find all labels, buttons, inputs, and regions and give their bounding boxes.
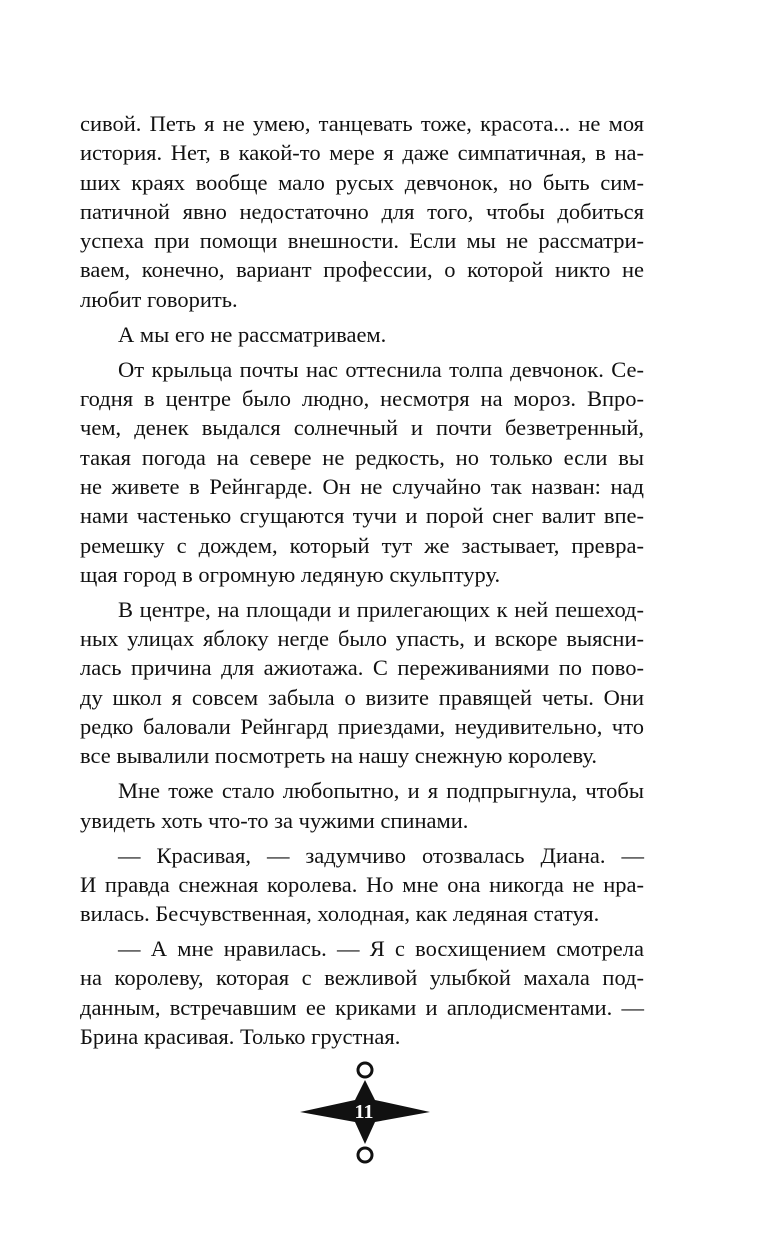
text-line: И правда снежная королева. Но мне она никогда не нра-	[80, 871, 644, 897]
text-line: ших краях вообще мало русых девчонок, но быть сим-	[80, 169, 644, 195]
text-line: В центре, на площади и прилегающих к ней пешеход-	[118, 596, 644, 622]
page-number: 11	[354, 1101, 374, 1123]
text-line: на королеву, которая с вежливой улыбкой махала под-	[80, 965, 644, 991]
paragraph	[80, 841, 644, 929]
paragraph	[80, 595, 644, 771]
text-line: чем, денек выдался солнечный и почти безветренный,	[80, 415, 644, 441]
text-line: ных улицах яблоку негде было упасть, и вскоре выясни-	[80, 626, 644, 652]
paragraph	[80, 776, 644, 835]
text-line: патичной явно недостаточно для того, чтобы добиться	[80, 198, 644, 224]
text-line: ду школ я совсем забыла о визите правящей четы. Они	[80, 684, 644, 710]
paragraph	[80, 109, 644, 314]
paragraph	[80, 320, 644, 349]
text-line: годня в центре было людно, несмотря на мороз. Впро-	[80, 386, 644, 412]
text-line: любит говорить.	[80, 286, 238, 312]
text-line: Брина красивая. Только грустная.	[80, 1024, 401, 1050]
ornament-top-ring	[358, 1063, 372, 1077]
text-line: увидеть хоть что-то за чужими спинами.	[80, 807, 469, 833]
text-line: А мы его не рассматриваем.	[118, 321, 387, 347]
text-line: Мне тоже стало любопытно, и я подпрыгнула, чтобы	[118, 778, 644, 804]
text-line: сивой. Петь я не умею, танцевать тоже, красота... не моя	[80, 111, 644, 136]
text-line: ремешку с дождем, который тут же застывает, превра-	[80, 532, 644, 558]
text-line: ваем, конечно, вариант профессии, о которой никто не	[80, 257, 644, 283]
paragraph	[80, 934, 644, 1051]
text-line: щая город в огромную ледяную скульптуру.	[80, 561, 501, 587]
paragraph	[80, 355, 644, 589]
text-line: лась причина для ажиотажа. С переживаниями по пово-	[80, 655, 644, 681]
text-line: все вывалили посмотреть на нашу снежную королеву.	[80, 743, 597, 769]
page-text	[80, 109, 644, 1051]
text-line: успеха при помощи внешности. Если мы не рассматри-	[80, 228, 644, 254]
text-line: редко баловали Рейнгард приездами, неудивительно, что	[80, 714, 644, 739]
text-line: нами частенько сгущаются тучи и порой снег валит впе-	[80, 503, 644, 529]
text-line: — Красивая, — задумчиво отозвалась Диана. —	[118, 842, 644, 868]
text-line: такая погода на севере не редкость, но только если вы	[80, 444, 644, 470]
text-line: история. Нет, в какой-то мере я даже симпатичная, в на-	[80, 140, 644, 166]
ornament-bottom-ring	[358, 1148, 372, 1162]
text-line: данным, встречавшим ее криками и аплодисментами. —	[80, 994, 644, 1020]
text-line: не живете в Рейнгарде. Он не случайно так назван: над	[80, 473, 644, 499]
text-line: — А мне нравилась. — Я с восхищением смотрела	[118, 936, 644, 962]
text-line: вилась. Бесчувственная, холодная, как ледяная статуя.	[80, 901, 600, 927]
text-line: От крыльца почты нас оттеснила толпа девчонок. Се-	[118, 356, 644, 382]
